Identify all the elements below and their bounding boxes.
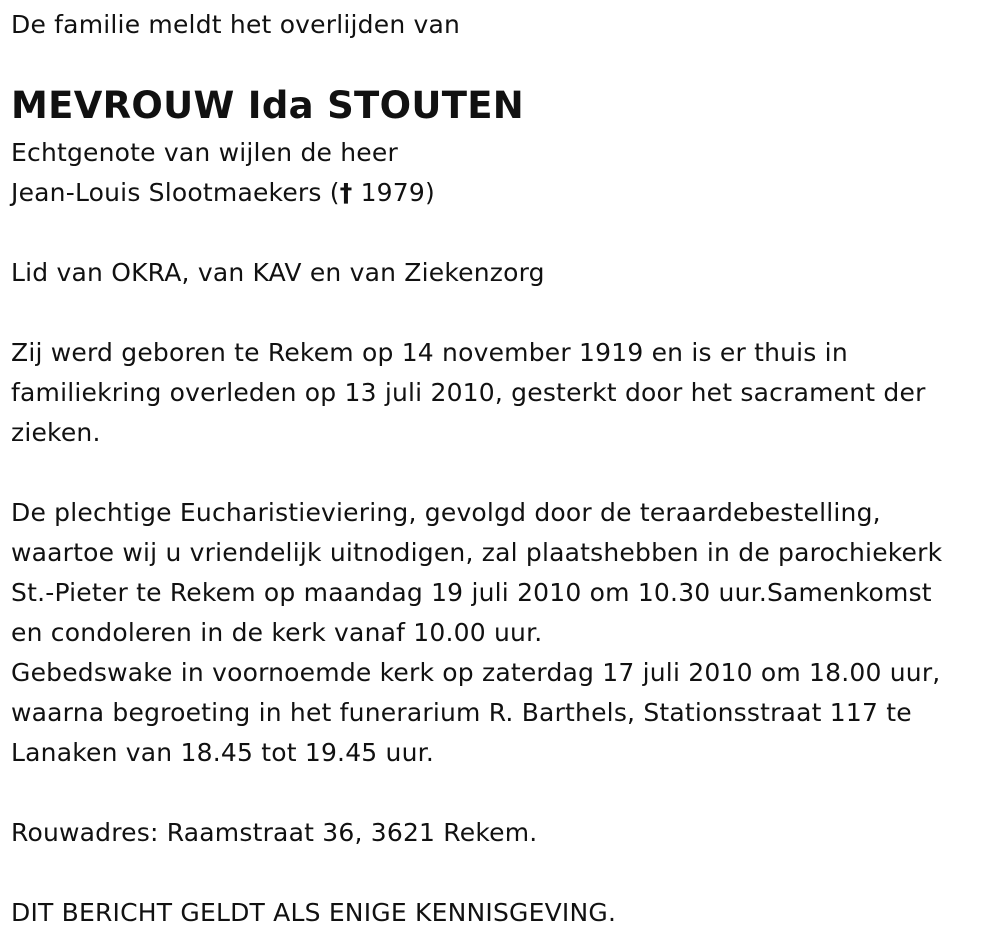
mourning-address: Rouwadres: Raamstraat 36, 3621 Rekem. xyxy=(11,818,538,847)
ceremony-line-2: waartoe wij u vriendelijk uitnodigen, zal plaatshebben in de parochiekerk xyxy=(11,538,943,567)
ceremony-line-1: De plechtige Eucharistieviering, gevolgd door de teraardebestelling, xyxy=(11,498,881,527)
ceremony-line-3: St.-Pieter te Rekem op maandag 19 juli 2010 om 10.30 uur.Samenkomst xyxy=(11,578,932,607)
birth-death-line-2: familiekring overleden op 13 juli 2010, gesterkt door het sacrament der xyxy=(11,378,926,407)
intro-text: De familie meldt het overlijden van xyxy=(11,10,461,39)
spouse-line: Echtgenote van wijlen de heer xyxy=(11,138,398,167)
spouse-name-line xyxy=(11,178,435,208)
birth-death-line-3: zieken. xyxy=(11,418,101,447)
deceased-name: MEVROUW Ida STOUTEN xyxy=(11,84,525,127)
birth-death-line-1: Zij werd geboren te Rekem op 14 november 1919 en is er thuis in xyxy=(11,338,848,367)
membership-text: Lid van OKRA, van KAV en van Ziekenzorg xyxy=(11,258,545,287)
ceremony-line-7: Lanaken van 18.45 tot 19.45 uur. xyxy=(11,738,434,767)
cross-icon: † xyxy=(339,178,353,207)
notice-text: DIT BERICHT GELDT ALS ENIGE KENNISGEVING. xyxy=(11,898,617,927)
ceremony-line-4: en condoleren in de kerk vanaf 10.00 uur. xyxy=(11,618,543,647)
spouse-death-year: 1979) xyxy=(352,178,435,207)
ceremony-line-6: waarna begroeting in het funerarium R. Barthels, Stationsstraat 117 te xyxy=(11,698,912,727)
ceremony-line-5: Gebedswake in voornoemde kerk op zaterdag 17 juli 2010 om 18.00 uur, xyxy=(11,658,941,687)
spouse-name: Jean-Louis Slootmaekers ( xyxy=(11,178,340,207)
